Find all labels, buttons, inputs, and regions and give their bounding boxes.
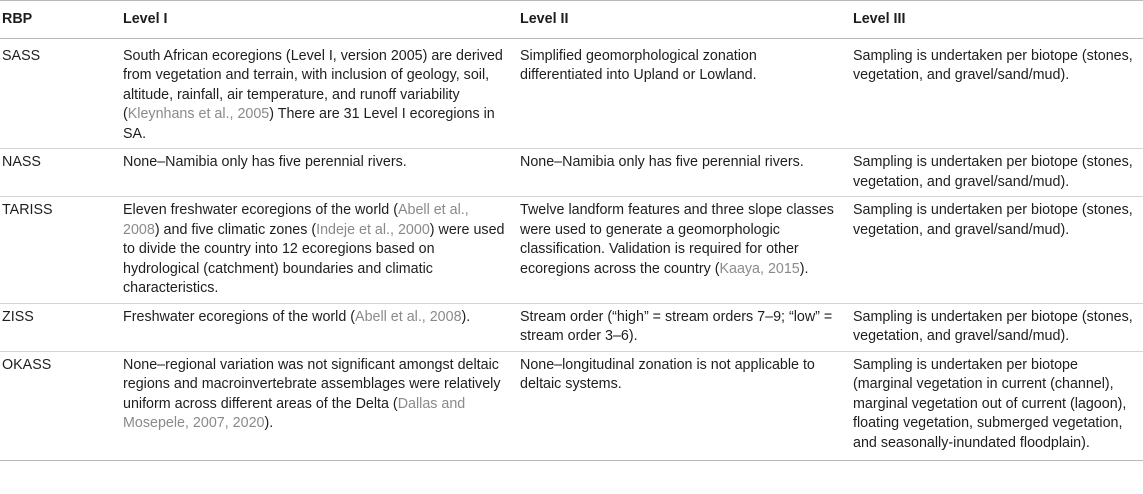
citation-link[interactable]: Dallas and Mosepele, 2007, 2020 (123, 395, 466, 431)
cell-level-1 (117, 303, 514, 351)
cell-level-3 (847, 303, 1143, 351)
cell-level-3 (847, 38, 1143, 149)
table-row (0, 351, 1143, 461)
table-row (0, 149, 1143, 197)
cell-text: None–Namibia only has five perennial rivers. (520, 154, 804, 170)
header-row (0, 1, 1143, 39)
cell-text: None–longitudinal zonation is not applicable to deltaic systems. (520, 356, 815, 392)
cell-level-1 (117, 197, 514, 304)
cell-text: Stream order (“high” = stream orders 7–9; “low” = stream order 3–6). (520, 308, 833, 344)
cell-text: Freshwater ecoregions of the world ( (123, 308, 356, 325)
table-row (0, 38, 1143, 149)
cell-level-2 (514, 197, 847, 304)
cell-text: Sampling is undertaken per biotope (marginal vegetation in current (channel), marginal vegetation out of current (lagoon), floating vegetation, submerged vegetation, and seasonally-inundated floodplain). (853, 356, 1127, 451)
citation-link[interactable]: Kleynhans et al., 2005 (127, 106, 270, 122)
cell-level-3 (847, 197, 1143, 304)
table-row (0, 197, 1143, 304)
cell-rbp: OKASS (0, 351, 117, 461)
cell-text: None–Namibia only has five perennial rivers. (123, 154, 407, 170)
cell-text: Sampling is undertaken per biotope (stones, vegetation, and gravel/sand/mud). (853, 202, 1133, 238)
citation-link[interactable]: Abell et al., 2008 (355, 308, 462, 325)
cell-level-2 (514, 351, 847, 461)
cell-text: ) and five climatic zones ( (154, 221, 317, 238)
cell-level-1 (117, 38, 514, 149)
cell-rbp: ZISS (0, 303, 117, 351)
cell-text: Sampling is undertaken per biotope (stones, vegetation, and gravel/sand/mud). (853, 308, 1133, 344)
cell-text: ). (264, 415, 274, 431)
cell-text: ). (799, 260, 809, 277)
cell-text: Sampling is undertaken per biotope (stones, vegetation, and gravel/sand/mud). (853, 154, 1133, 190)
citation-link[interactable]: Kaaya, 2015 (719, 260, 800, 277)
citation-link[interactable]: Abell et al., 2008 (123, 202, 469, 238)
cell-level-2 (514, 303, 847, 351)
cell-text: Simplified geomorphological zonation differentiated into Upland or Lowland. (520, 47, 757, 83)
header-level-3: Level III (847, 1, 1143, 39)
cell-rbp: SASS (0, 38, 117, 149)
header-level-2: Level II (514, 1, 847, 39)
header-level-1: Level I (117, 1, 514, 39)
cell-level-3 (847, 149, 1143, 197)
cell-text: South African ecoregions (Level I, version 2005) are derived from vegetation and terrain, with inclusion of geology, soil, altitude, rainfall, air temperature, and runoff variability ( (123, 47, 503, 122)
table-row (0, 303, 1143, 351)
cell-level-3 (847, 351, 1143, 461)
cell-text: Sampling is undertaken per biotope (stones, vegetation, and gravel/sand/mud). (853, 47, 1133, 83)
cell-rbp: NASS (0, 149, 117, 197)
cell-level-2 (514, 38, 847, 149)
table-header (0, 1, 1143, 39)
cell-text: Eleven freshwater ecoregions of the world ( (123, 202, 398, 218)
cell-text: ) were used to divide the country into 12 ecoregions based on hydrological (catchment) boundaries and climatic characteristics. (123, 221, 505, 296)
cell-level-1 (117, 149, 514, 197)
table-body (0, 38, 1143, 461)
cell-level-2 (514, 149, 847, 197)
header-rbp: RBP (0, 1, 117, 39)
cell-text: ) There are 31 Level I ecoregions in SA. (123, 106, 495, 142)
cell-level-1 (117, 351, 514, 461)
cell-text: None–regional variation was not significant amongst deltaic regions and macroinvertebrate assemblages were relatively uniform across different areas of the Delta ( (123, 356, 501, 412)
cell-text: Twelve landform features and three slope classes were used to generate a geomorphologic classification. Validation is required for other ecoregions across the country ( (520, 202, 834, 277)
cell-text: ). (461, 308, 471, 325)
citation-link[interactable]: Indeje et al., 2000 (316, 221, 430, 238)
cell-rbp: TARISS (0, 197, 117, 304)
